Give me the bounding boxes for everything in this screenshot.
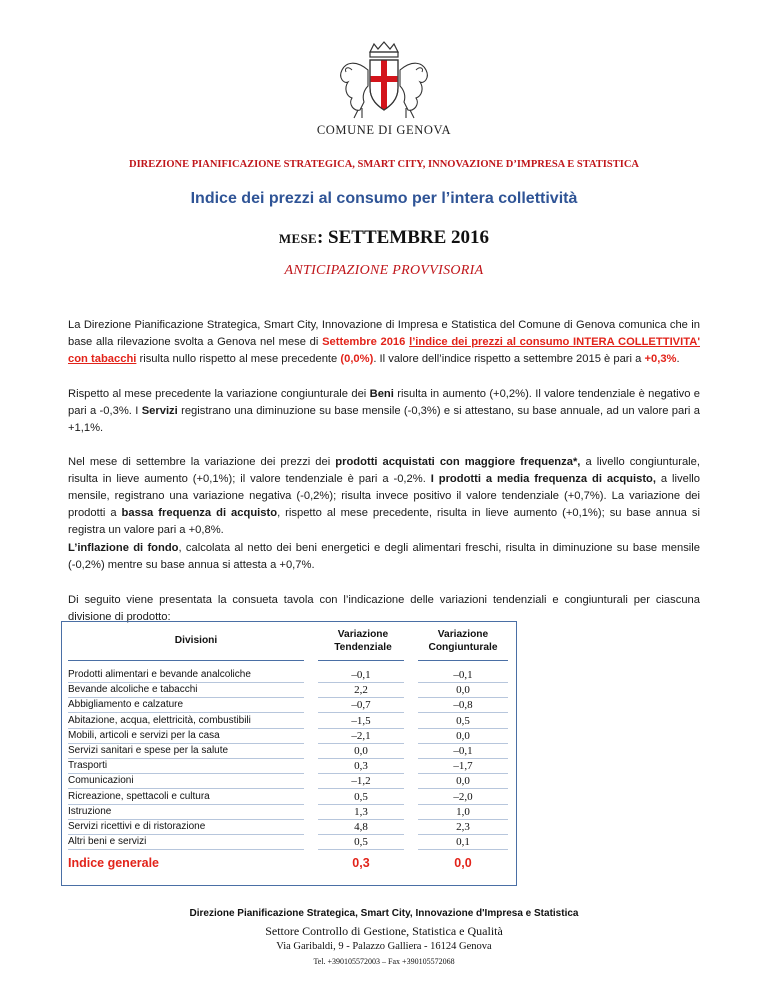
table-body: [62, 668, 516, 850]
table-row: [62, 729, 516, 744]
row-label: Abbigliamento e calzature: [68, 698, 304, 713]
row-congiunturale: 0,0: [418, 774, 508, 789]
table-row: [62, 835, 516, 850]
row-tendenziale: 0,5: [318, 835, 404, 850]
row-congiunturale: 1,0: [418, 805, 508, 820]
row-congiunturale: 0,0: [418, 729, 508, 744]
row-label: Servizi sanitari e spese per la salute: [68, 744, 304, 759]
table-row: [62, 698, 516, 713]
row-congiunturale: –0,1: [418, 744, 508, 759]
month-value: SETTEMBRE 2016: [328, 227, 490, 248]
table-row-total: [62, 852, 516, 874]
genova-coat-of-arms-icon: [334, 40, 434, 122]
row-tendenziale: 2,2: [318, 683, 404, 698]
row-tendenziale: –1,5: [318, 714, 404, 729]
department-name: DIREZIONE PIANIFICAZIONE STRATEGICA, SMART CITY, INNOVAZIONE D’IMPRESA E STATISTICA: [129, 159, 639, 170]
row-congiunturale: 2,3: [418, 820, 508, 835]
row-label: Servizi ricettivi e di ristorazione: [68, 820, 304, 835]
row-label: Bevande alcoliche e tabacchi: [68, 683, 304, 698]
row-tendenziale: 0,3: [318, 759, 404, 774]
table-row: [62, 683, 516, 698]
footer-contacts: Tel. +390105572003 – Fax +390105572068: [313, 957, 455, 966]
table-row: [62, 774, 516, 789]
table-row: [62, 714, 516, 729]
footer-sector: Settore Controllo di Gestione, Statistica e Qualità: [265, 924, 503, 938]
table-row: [62, 805, 516, 820]
row-tendenziale: 4,8: [318, 820, 404, 835]
row-label: Ricreazione, spettacoli e cultura: [68, 790, 304, 805]
table-row: [62, 759, 516, 774]
header-tendenziale: Variazione Tendenziale: [334, 629, 392, 653]
row-label: Prodotti alimentari e bevande analcoliche: [68, 668, 304, 683]
row-tendenziale: 0,0: [318, 744, 404, 759]
table-row: [62, 668, 516, 683]
month-heading: MESE: SETTEMBRE 2016: [278, 227, 490, 248]
header-congiunturale: Variazione Congiunturale: [428, 629, 498, 653]
row-congiunturale: –1,7: [418, 759, 508, 774]
provisional-label: ANTICIPAZIONE PROVVISORIA: [284, 263, 484, 278]
row-tendenziale: –1,2: [318, 774, 404, 789]
row-congiunturale: 0,0: [418, 683, 508, 698]
paragraph-core-inflation: L’inflazione di fondo, calcolata al netto dei beni energetici e degli alimentari freschi, risulta in diminuzione su base mensile (-0,2%) mentre su base annua si attesta a +0,7%.: [68, 542, 700, 571]
total-tendenziale: 0,3: [352, 856, 370, 870]
row-label: Altri beni e servizi: [68, 835, 304, 850]
header-divisions: Divisioni: [174, 635, 218, 646]
row-label: Trasporti: [68, 759, 304, 774]
row-tendenziale: 0,5: [318, 790, 404, 805]
footer-department: Direzione Pianificazione Strategica, Smart City, Innovazione d'Impresa e Statistica: [189, 908, 579, 919]
table-row: [62, 820, 516, 835]
month-label: MESE: [278, 231, 317, 246]
row-congiunturale: –0,1: [418, 668, 508, 683]
table-row: [62, 744, 516, 759]
paragraph-table-intro: Di seguito viene presentata la consueta tavola con l’indicazione delle variazioni tendenziali e congiunturali per ciascuna divisione di prodotto:: [68, 594, 700, 623]
paragraph-summary: La Direzione Pianificazione Strategica, Smart City, Innovazione di Impresa e Statistica del Comune di Genova comunica che in base alla rilevazione svolta a Genova nel mese di Settembre 2016 l’indice dei prezzi al consumo INTERA COLLETTIVITA' con tabacchi risulta nullo rispetto al mese precedente (0,0%). Il valore dell’indice rispetto a settembre 2015 è pari a +0,3%.: [68, 319, 700, 365]
paragraph-purchase-frequency: Nel mese di settembre la variazione dei prezzi dei prodotti acquistati con maggiore frequenza*, a livello congiunturale, risulta in lieve aumento (+0,1%); il valore tendenziale è pari a -0,2%. I prodotti a media frequenza di acquisto, a livello mensile, registrano una variazione negativa (-0,2%); risulta invece positivo il valore tendenziale (+0,7%). La variazione dei prodotti a bassa frequenza di acquisto, rispetto al mese precedente, risulta in lieve aumento (+0,1%); su base annua si registra un valore pari a +0,8%.: [68, 456, 701, 536]
document-title: Indice dei prezzi al consumo per l’intera collettività: [190, 190, 578, 207]
row-label: Mobili, articoli e servizi per la casa: [68, 729, 304, 744]
row-congiunturale: 0,5: [418, 714, 508, 729]
row-label: Abitazione, acqua, elettricità, combustibili: [68, 714, 304, 729]
divisions-table: [61, 621, 517, 886]
row-tendenziale: –0,1: [318, 668, 404, 683]
row-tendenziale: 1,3: [318, 805, 404, 820]
total-label: Indice generale: [68, 856, 160, 870]
table-header: [62, 622, 516, 664]
paragraph-goods-services: Rispetto al mese precedente la variazione congiunturale dei Beni risulta in aumento (+0,2%). Il valore tendenziale è negativo e pari a -0,3%. I Servizi registrano una diminuzione su base mensile (-0,3%) e si attestano, su base annuale, ad un valore pari a +1,1%.: [68, 388, 700, 434]
row-tendenziale: –0,7: [318, 698, 404, 713]
total-congiunturale: 0,0: [454, 856, 472, 870]
row-tendenziale: –2,1: [318, 729, 404, 744]
row-congiunturale: –2,0: [418, 790, 508, 805]
footer-address: Via Garibaldi, 9 - Palazzo Galliera - 16124 Genova: [276, 941, 492, 952]
organization-name: COMUNE DI GENOVA: [316, 123, 452, 137]
row-label: Istruzione: [68, 805, 304, 820]
row-congiunturale: –0,8: [418, 698, 508, 713]
row-label: Comunicazioni: [68, 774, 304, 789]
row-congiunturale: 0,1: [418, 835, 508, 850]
table-row: [62, 790, 516, 805]
